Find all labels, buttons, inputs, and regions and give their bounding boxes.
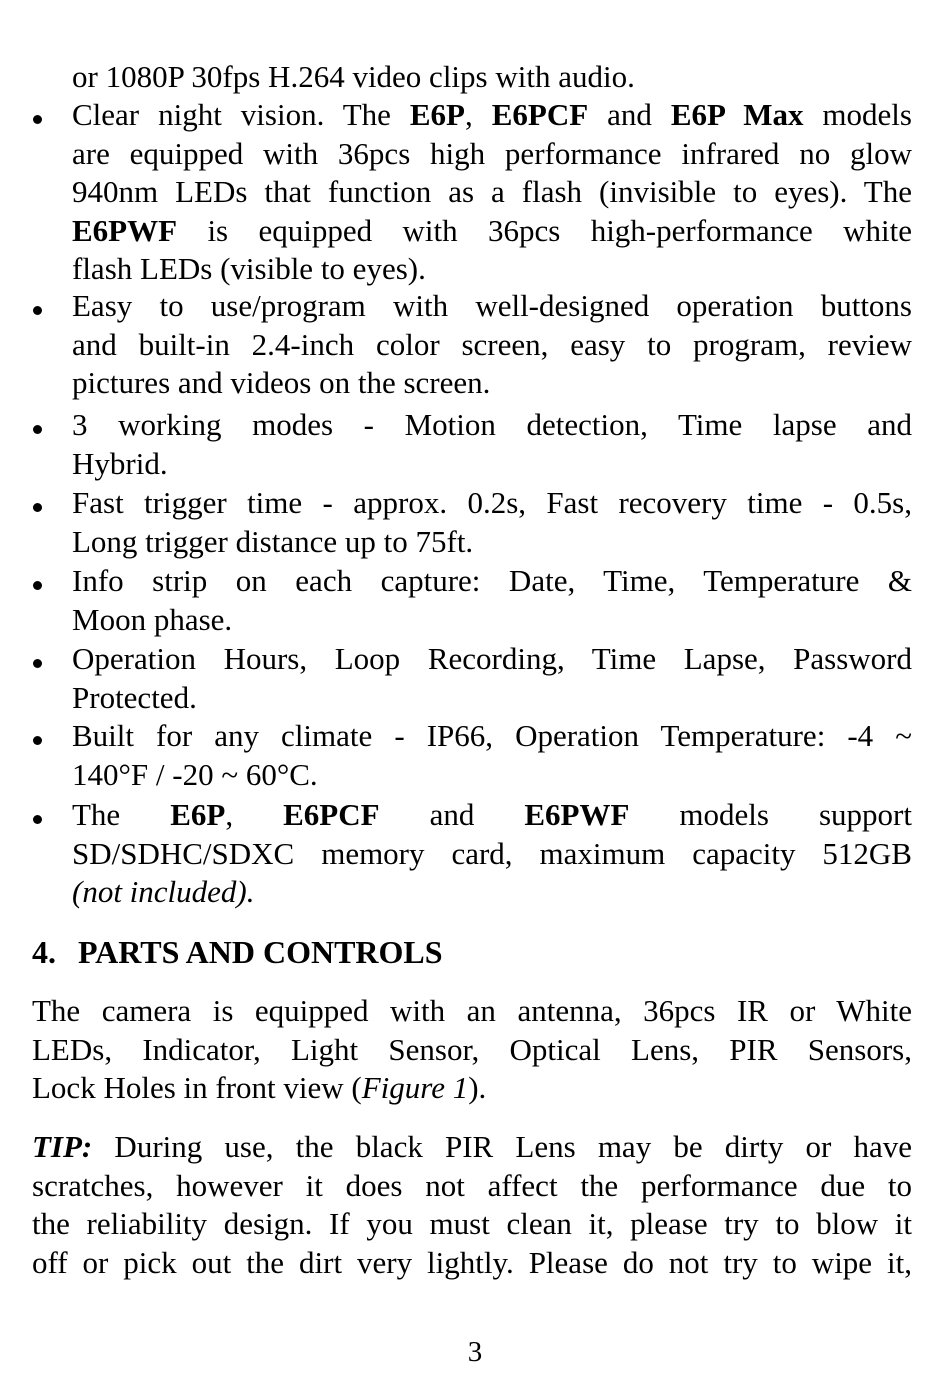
bold-text: E6P Max xyxy=(670,97,804,132)
paragraph-line: Lock Holes in front view (Figure 1). xyxy=(32,1070,487,1105)
body-paragraph xyxy=(32,992,912,1108)
italic-text: (not included). xyxy=(72,874,255,909)
list-item xyxy=(72,406,912,483)
paragraph-line: TIP: During use, the black PIR Lens may be dirty or have xyxy=(32,1129,912,1164)
bold-text: E6PWF xyxy=(72,212,178,248)
list-item-line: Fast trigger time - approx. 0.2s, Fast recovery time - 0.5s, xyxy=(72,485,912,520)
bullet-icon xyxy=(33,425,42,434)
list-item-line: 940nm LEDs that function as a flash (invisible to eyes). The xyxy=(72,174,912,209)
list-item xyxy=(72,796,912,912)
list-item xyxy=(72,484,912,561)
bullet-icon xyxy=(33,581,42,590)
list-item-line xyxy=(72,873,912,912)
list-item-line: 140°F / -20 ~ 60°C. xyxy=(72,756,318,792)
bold-text: E6P xyxy=(409,97,465,132)
bold-text: E6PCF xyxy=(283,797,380,832)
list-item xyxy=(72,717,912,794)
bullet-icon xyxy=(33,815,42,824)
list-item xyxy=(72,96,912,289)
bullet-icon xyxy=(33,503,42,512)
list-item-line: and built-in 2.4-inch color screen, easy to program, review xyxy=(72,326,912,362)
bold-text: E6P xyxy=(170,797,226,832)
section-title: PARTS AND CONTROLS xyxy=(78,934,443,970)
tip-label: TIP: xyxy=(32,1129,93,1164)
list-item xyxy=(72,640,912,717)
list-item-line: Protected. xyxy=(72,679,197,715)
list-item-line: SD/SDHC/SDXC memory card, maximum capacity 512GB xyxy=(72,835,912,871)
list-item-line: Operation Hours, Loop Recording, Time Lapse, Password xyxy=(72,641,912,676)
list-item-line: are equipped with 36pcs high performance infrared no glow xyxy=(72,135,912,171)
page-number: 3 xyxy=(467,1336,483,1368)
paragraph-line: LEDs, Indicator, Light Sensor, Optical Lens, PIR Sensors, xyxy=(32,1031,912,1067)
list-item-line: pictures and videos on the screen. xyxy=(72,365,491,400)
continuation-line: or 1080P 30fps H.264 video clips with audio. xyxy=(72,59,635,94)
paragraph-line: off or pick out the dirt very lightly. Please do not try to wipe it, xyxy=(32,1244,912,1280)
list-item xyxy=(72,287,912,403)
list-item-line: 3 working modes - Motion detection, Time lapse and xyxy=(72,407,912,442)
paragraph-line: The camera is equipped with an antenna, 36pcs IR or White xyxy=(32,993,912,1028)
bullet-icon xyxy=(33,736,42,745)
paragraph-line: scratches, however it does not affect the performance due to xyxy=(32,1167,912,1203)
italic-text: Figure 1 xyxy=(361,1070,469,1105)
list-item-line: The E6P, E6PCF and E6PWF models support xyxy=(72,797,912,832)
list-item-line: Moon phase. xyxy=(72,601,233,637)
bullet-icon xyxy=(33,306,42,315)
bullet-icon xyxy=(33,659,42,668)
bold-text: E6PWF xyxy=(524,797,630,832)
paragraph-line: the reliability design. If you must clean it, please try to blow it xyxy=(32,1206,912,1241)
list-item-line: Info strip on each capture: Date, Time, Temperature & xyxy=(72,563,912,598)
list-item-line: Clear night vision. The E6P, E6PCF and E6P Max models xyxy=(72,97,912,132)
bold-text: E6PCF xyxy=(491,97,589,132)
section-heading xyxy=(32,932,443,972)
list-item-line: Long trigger distance up to 75ft. xyxy=(72,523,474,559)
list-item-line: flash LEDs (visible to eyes). xyxy=(72,251,426,286)
list-item-line: Easy to use/program with well-designed operation buttons xyxy=(72,288,912,323)
list-item-line: Built for any climate - IP66, Operation Temperature: -4 ~ xyxy=(72,718,912,753)
bullet-icon xyxy=(33,115,42,124)
section-number: 4. xyxy=(32,934,56,970)
list-item-line: Hybrid. xyxy=(72,445,168,481)
list-item xyxy=(72,562,912,639)
list-item-line: E6PWF is equipped with 36pcs high-performance white xyxy=(72,212,912,248)
tip-paragraph xyxy=(32,1128,912,1282)
